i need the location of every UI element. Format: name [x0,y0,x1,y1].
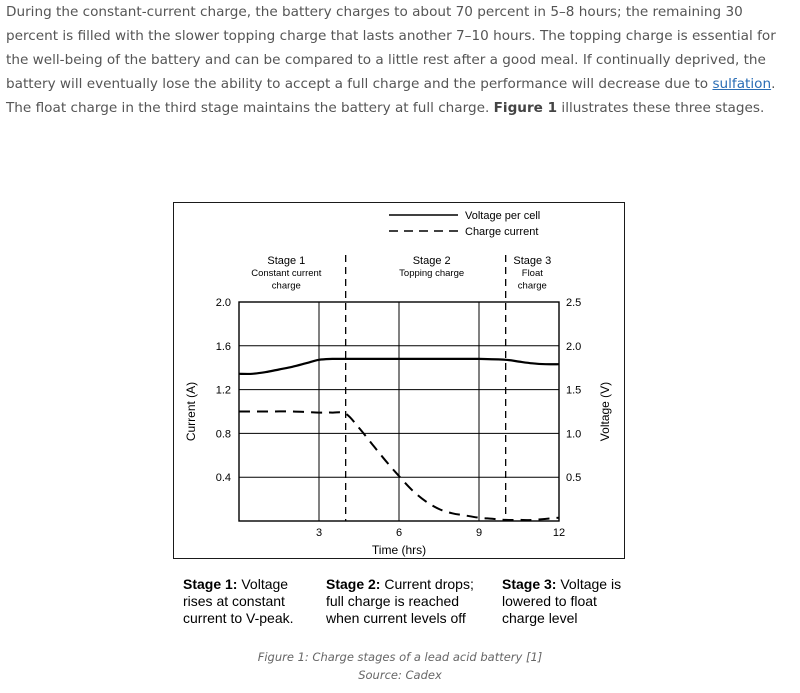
paragraph-text-3: illustrates these three stages. [557,100,765,116]
y2-tick-label: 2.0 [566,340,582,353]
x-axis-label: Time (hrs) [371,543,427,557]
caption-stage-2 [326,576,486,627]
y-tick-label: 2.0 [215,297,231,309]
caption-stage-3-text: Voltage is lowered to float charge level [502,576,622,626]
figure-reference: Figure 1 [493,100,558,116]
caption-stage-3-title: Stage 3: [502,576,557,592]
chart-svg [174,203,626,560]
stage-3-name: Stage 3 [513,255,552,267]
x-tick-label: 12 [552,527,566,539]
stage-3-desc: Float [521,268,543,279]
stage-1-desc: Constant current [251,268,322,279]
stage-3-desc: charge [517,280,547,292]
x-tick-label: 6 [395,527,403,539]
y2-tick-label: 2.5 [566,297,582,309]
caption-stage-2-text: Current drops; full charge is reached when current levels off [326,576,474,626]
y-tick-label: 1.6 [215,340,231,353]
x-tick-label: 3 [315,527,323,539]
figure-caption: Figure 1: Charge stages of a lead acid battery [1] [257,650,543,664]
y-tick-label: 0.8 [215,428,231,441]
figure-source: Source: Cadex [358,668,442,682]
y2-tick-label: 1.0 [566,428,582,441]
y-tick-label: 0.4 [215,472,231,485]
caption-stage-3 [502,576,622,627]
caption-stage-2-title: Stage 2: [326,576,381,592]
stage-2-name: Stage 2 [412,255,451,267]
legend-voltage-label: Voltage per cell [465,210,541,222]
stage-1-desc: charge [271,280,301,292]
y2-tick-label: 0.5 [566,472,582,485]
stage-1-name: Stage 1 [267,255,306,267]
paragraph-text-2: . The float charge in the third stage maintains the battery at full charge. [6,76,776,116]
sulfation-link[interactable]: sulfation [712,76,772,92]
charge-stages-chart [173,202,625,559]
caption-stage-1-title: Stage 1: [183,576,238,592]
caption-stage-1-text: Voltage rises at constant current to V-peak. [183,576,294,626]
y2-axis-label: Voltage (V) [598,381,612,442]
stage-2-desc: Topping charge [399,268,465,279]
y2-tick-label: 1.5 [566,384,582,397]
caption-stage-1 [183,576,313,627]
x-tick-label: 9 [475,527,483,539]
y-axis-label: Current (A) [184,381,198,442]
y-tick-label: 1.2 [215,384,231,397]
body-paragraph [6,0,796,120]
paragraph-text-1: During the constant-current charge, the battery charges to about 70 percent in 5–8 hours; the remaining 30 percent is filled with the slower topping charge that lasts another 7–10 hours. The topping charge is essential for the well-being of the battery and can be compared to a little rest after a good meal. If continually deprived, the battery will eventually lose the ability to accept a full charge and the performance will decrease due to [6,4,776,92]
legend-current-label: Charge current [465,226,539,238]
